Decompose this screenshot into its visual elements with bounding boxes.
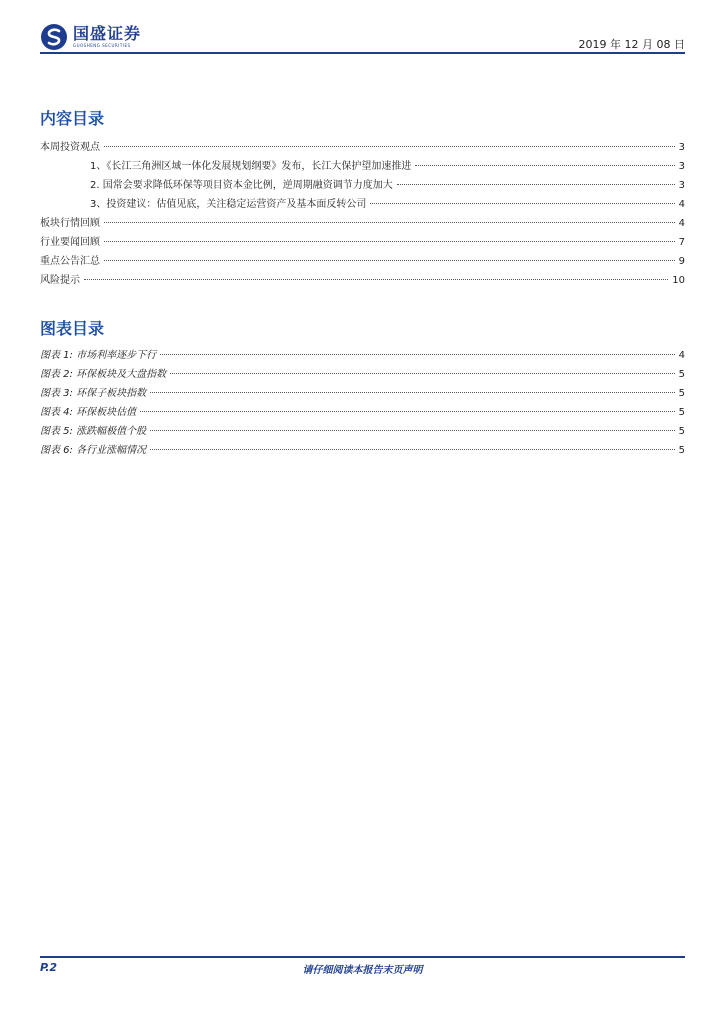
entry-page-number: 4 xyxy=(678,199,685,210)
disclaimer-note: 请仔细阅读本报告末页声明 xyxy=(302,965,423,976)
entry-label: 板块行情回顾 xyxy=(40,218,100,229)
entry-label: 3、投资建议：估值见底，关注稳定运营资产及基本面反转公司 xyxy=(90,199,367,210)
entry-page-number: 5 xyxy=(678,369,685,380)
footer-divider xyxy=(40,956,685,958)
toc-entry[interactable] xyxy=(40,271,685,290)
entry-label: 2. 国常会要求降低环保等项目资本金比例，逆周期融资调节力度加大 xyxy=(90,180,393,191)
entry-label: 图表 6: 各行业涨幅情况 xyxy=(40,445,147,456)
entry-label: 重点公告汇总 xyxy=(40,256,100,267)
figure-entry[interactable] xyxy=(40,422,685,441)
toc-entry[interactable] xyxy=(40,233,685,252)
logo-en-text: GUOSHENG SECURITIES xyxy=(73,43,131,48)
entry-label: 图表 3: 环保子板块指数 xyxy=(40,388,147,399)
entry-label: 本周投资观点 xyxy=(40,142,100,153)
figure-entry[interactable] xyxy=(40,403,685,422)
toc-entry[interactable] xyxy=(40,195,685,214)
entry-label: 图表 1: 市场利率逐步下行 xyxy=(40,350,157,361)
entry-page-number: 5 xyxy=(678,445,685,456)
entry-page-number: 4 xyxy=(678,218,685,229)
dot-leader xyxy=(140,411,675,412)
toc-entry[interactable] xyxy=(40,176,685,195)
report-date: 2019 年 12 月 08 日 xyxy=(578,38,685,51)
entry-page-number: 3 xyxy=(678,161,685,172)
dot-leader xyxy=(397,184,675,185)
contents-list xyxy=(40,138,685,290)
entry-label: 行业要闻回顾 xyxy=(40,237,100,248)
entry-page-number: 7 xyxy=(678,237,685,248)
guosheng-logo-icon xyxy=(40,23,68,51)
entry-label: 图表 4: 环保板块估值 xyxy=(40,407,137,418)
logo xyxy=(40,22,141,52)
dot-leader xyxy=(160,354,675,355)
dot-leader xyxy=(150,430,675,431)
figure-entry[interactable] xyxy=(40,384,685,403)
logo-cn-text: 国盛证券 xyxy=(73,24,142,43)
entry-page-number: 5 xyxy=(678,388,685,399)
figures-title: 图表目录 xyxy=(40,319,105,338)
contents-title: 内容目录 xyxy=(40,109,105,128)
figure-entry[interactable] xyxy=(40,365,685,384)
header-divider xyxy=(40,52,685,54)
dot-leader xyxy=(415,165,674,166)
entry-page-number: 3 xyxy=(678,142,685,153)
dot-leader xyxy=(84,279,668,280)
dot-leader xyxy=(150,449,675,450)
entry-page-number: 4 xyxy=(678,350,685,361)
entry-page-number: 10 xyxy=(672,275,685,286)
dot-leader xyxy=(170,373,675,374)
toc-entry[interactable] xyxy=(40,214,685,233)
toc-entry[interactable] xyxy=(40,138,685,157)
entry-page-number: 3 xyxy=(678,180,685,191)
dot-leader xyxy=(104,241,675,242)
dot-leader xyxy=(370,203,674,204)
entry-label: 风险提示 xyxy=(40,275,80,286)
entry-page-number: 5 xyxy=(678,426,685,437)
toc-entry[interactable] xyxy=(40,252,685,271)
entry-page-number: 9 xyxy=(678,256,685,267)
page-header xyxy=(40,20,685,54)
toc-entry[interactable] xyxy=(40,157,685,176)
dot-leader xyxy=(104,260,675,261)
entry-label: 图表 2: 环保板块及大盘指数 xyxy=(40,369,167,380)
entry-label: 1、《长江三角洲区域一体化发展规划纲要》发布，长江大保护望加速推进 xyxy=(90,161,412,172)
figures-list xyxy=(40,346,685,460)
figure-entry[interactable] xyxy=(40,346,685,365)
dot-leader xyxy=(104,146,675,147)
dot-leader xyxy=(150,392,675,393)
figure-entry[interactable] xyxy=(40,441,685,460)
entry-page-number: 5 xyxy=(678,407,685,418)
page-footer xyxy=(40,956,685,976)
dot-leader xyxy=(104,222,675,223)
entry-label: 图表 5: 涨跌幅极值个股 xyxy=(40,426,147,437)
page-number: P.2 xyxy=(40,961,58,974)
